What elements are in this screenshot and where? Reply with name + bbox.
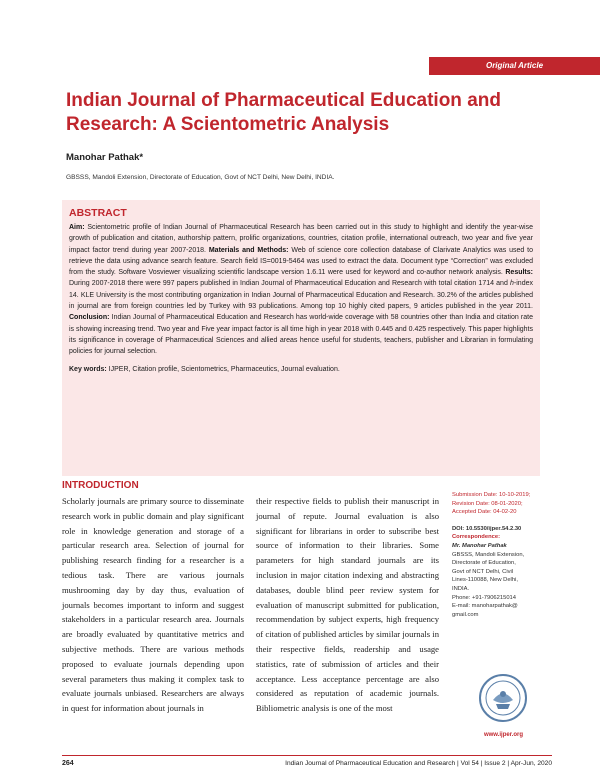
journal-seal-icon <box>478 673 528 723</box>
methods-text: Web of science core collection database of Clarivate Analytics was used to retrieve the data using advance search feature. Search field IS=0019-5464 was used to extract the data. Document type “Correction” was excluded from the study. Software Vosviewer visualizing scientific landscape version 1.6.11 were used for keyword and co-author network analysis. <box>69 246 533 277</box>
results-text-cont: -index 14. KLE University is the most contributing organization in Indian Journal of Pharmaceutical Education and Research. 30.2% of the articles published in journal are from foreign countries led by Turkey with 93 publications. Among top 10 highly cited papers, 9 articles published in the year 2011. <box>69 280 533 311</box>
correspondence-address-line: Lines-110088, New Delhi, <box>452 577 518 584</box>
keywords <box>69 366 533 373</box>
revision-date: Revision Date: 08-01-2020; <box>452 500 523 507</box>
abstract-heading: ABSTRACT <box>69 207 127 219</box>
correspondence-label: Correspondence: <box>452 534 500 541</box>
introduction-column-1: Scholarly journals are primary source to disseminate research work in public domain and play significant role in knowledge generation and storage of a particular research area. Selection of journal for publishing research finding for a researcher is a tedious task. There are various journals mushrooming day by day thus, evaluation of journals becomes important to inform and suggest stakeholders in a particular research area. Journals are broadly evaluated by quantitative metrics and subjective methods. There are various methods proposed to evaluate journals depending upon several parameters thus making it complex task to evaluate journals unbiased. Researchers are always in quest for information about journals in <box>62 496 244 714</box>
correspondence-address-line: Govt of NCT Delhi, Civil <box>452 568 514 575</box>
author-name: Manohar Pathak* <box>66 152 144 163</box>
methods-label: Materials and Methods: <box>208 246 289 254</box>
correspondence-email: E-mail: manoharpathak@ <box>452 603 518 610</box>
introduction-heading: INTRODUCTION <box>62 480 139 491</box>
correspondence-address-line: GBSSS, Mandoli Extension, <box>452 551 525 558</box>
aim-text: Scientometric profile of Indian Journal of Pharmaceutical Research has been carried out in this study to highlight and identify the year-wise growth of publication and citation, authorship pattern, prolific organizations, countries, citation profile, international outreach, two year and five year impact factor trend during year 2007-2018. <box>69 224 533 254</box>
journal-website-link[interactable]: www.ijper.org <box>483 732 524 738</box>
article-type-badge: Original Article <box>429 57 600 75</box>
conclusion-text: Indian Journal of Pharmaceutical Education and Research has world-wide coverage with 58 countries other than India and citation rate is showing increasing trend. Two year and Five year impact factor is all time high in year 2018 with 0.445 and 0.425 respectively. This paper highlights its significance in coverage of Pharmaceutical Sciences and allied areas hence useful for students, teachers, publisher and Librarian in formulating policies for journal selection. <box>69 314 533 356</box>
keywords-label: Key words: <box>69 365 107 373</box>
submission-date: Submission Date: 10-10-2019; <box>452 492 531 498</box>
page-number: 264 <box>62 760 74 767</box>
author-affiliation: GBSSS, Mandoli Extension, Directorate of Education, Govt of NCT Delhi, New Delhi, INDIA. <box>66 174 335 181</box>
aim-label: Aim: <box>69 224 85 231</box>
results-text: During 2007-2018 there were 997 papers published in Indian Journal of Pharmaceutical Education and Research with total citation 1714 and <box>69 280 511 288</box>
article-title: Indian Journal of Pharmaceutical Education and Research: A Scientometric Analysis <box>66 90 501 135</box>
doi: DOI: 10.5530/ijper.54.2.30 <box>452 525 522 532</box>
footer-divider <box>62 755 552 756</box>
accepted-date: Accepted Date: 04-02-20 <box>452 509 517 516</box>
h-index-italic: h <box>510 280 514 288</box>
conclusion-label: Conclusion: <box>69 314 110 322</box>
correspondence-email-domain: gmail.com <box>452 611 479 618</box>
abstract-box <box>62 200 540 476</box>
correspondence-phone: Phone: +91-7906215014 <box>452 594 516 601</box>
article-info-sidebar <box>452 491 552 619</box>
correspondence-name: Mr. Manohar Pathak <box>452 542 507 549</box>
correspondence-address-line: INDIA. <box>452 585 470 592</box>
footer-journal-info: Indian Journal of Pharmaceutical Education and Research | Vol 54 | Issue 2 | Apr-Jun, 2020 <box>285 760 552 767</box>
abstract-text <box>69 222 533 358</box>
introduction-column-2: their respective fields to publish their manuscript in journal of repute. Journal evaluation is also significant for librarians in order to subscribe best source of information to their libraries. Some parameters for high standard journals are its inclusion in major citation indexing and abstracting databases, double blind peer review system for evaluation of manuscript submitted for publication, recommendation by subject experts, high frequency of citation of published articles by similar journals in their respective fields, readership and usage statistics, rate of submission of articles and their acceptance. Less acceptance percentage are also considered as reputation of academic journals. Bibliometric analysis is one of the most <box>256 496 439 714</box>
keywords-text: IJPER, Citation profile, Scientometrics, Pharmaceutics, Journal evaluation. <box>106 365 340 373</box>
results-label: Results: <box>505 269 533 277</box>
correspondence-address-line: Directorate of Education, <box>452 560 516 567</box>
